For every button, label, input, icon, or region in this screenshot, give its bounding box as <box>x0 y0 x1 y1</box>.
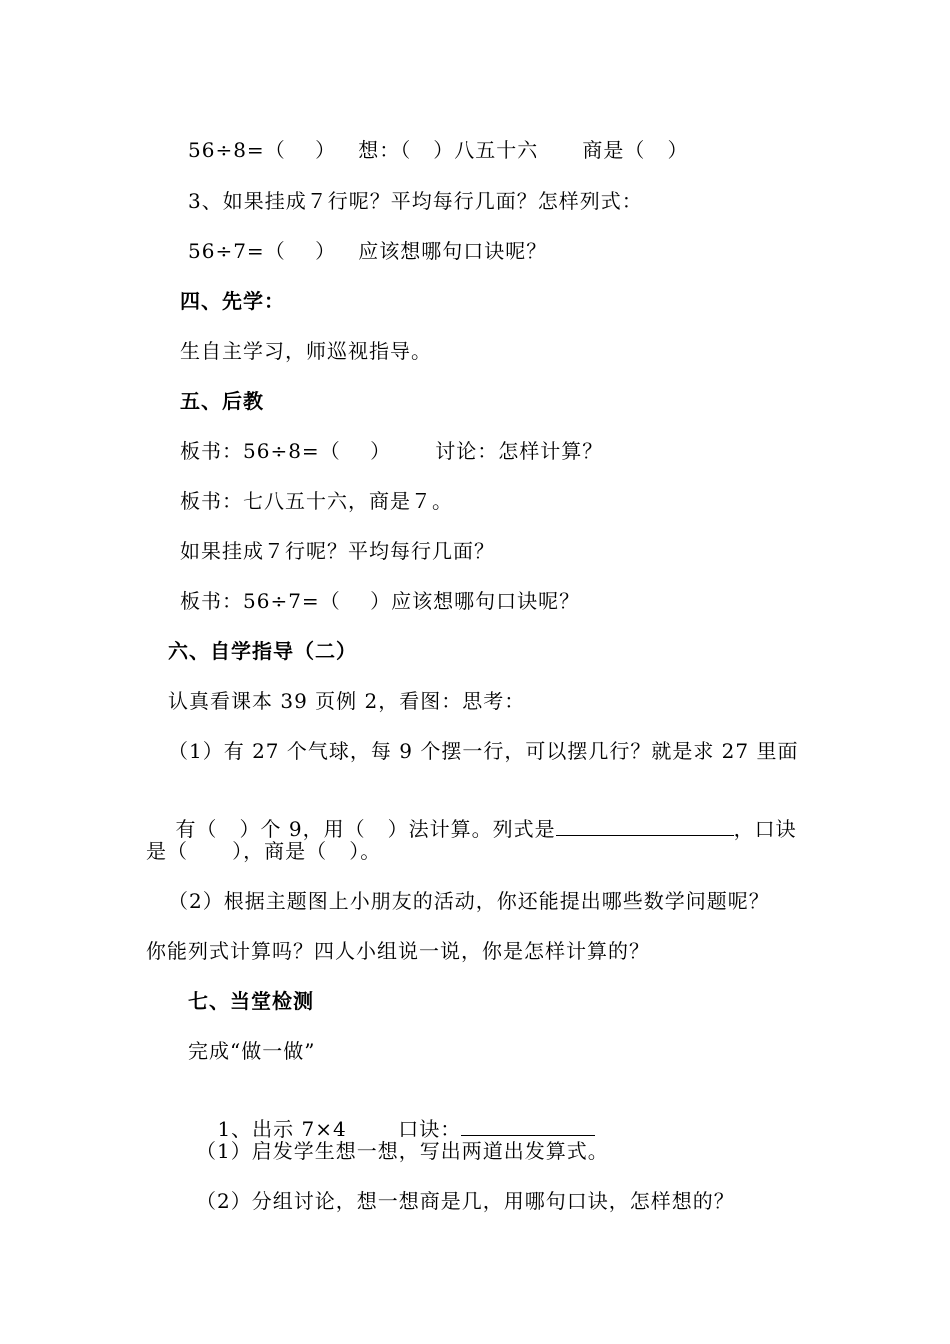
text-line: 56÷8=（ ） 想：（ ）八五十六 商是（ ） <box>188 138 689 162</box>
section-heading: 六、自学指导（二） <box>168 639 357 663</box>
text-segment: ，口诀 <box>733 817 797 841</box>
text-line: 你能列式计算吗？四人小组说一说，你是怎样计算的？ <box>146 939 650 963</box>
text-line: 56÷7=（ ） 应该想哪句口诀呢？ <box>188 239 548 263</box>
text-line <box>146 787 797 841</box>
section-heading: 七、当堂检测 <box>188 989 314 1013</box>
text-line: 板书：56÷8=（ ） 讨论：怎样计算？ <box>180 439 604 463</box>
section-heading: 四、先学： <box>180 289 285 313</box>
text-line: 生自主学习，师巡视指导。 <box>180 339 432 363</box>
text-line: （1）启发学生想一想，写出两道出发算式。 <box>196 1139 609 1163</box>
text-line: 板书：56÷7=（ ）应该想哪句口诀呢？ <box>180 589 581 613</box>
text-line: 认真看课本 39 页例 2，看图：思考： <box>168 689 526 713</box>
text-line: （2）根据主题图上小朋友的活动，你还能提出哪些数学问题呢？ <box>168 889 770 913</box>
text-line: （1）有 27 个气球，每 9 个摆一行，可以摆几行？就是求 27 里面 <box>168 739 799 763</box>
text-line: （2）分组讨论，想一想商是几，用哪句口诀，怎样想的？ <box>196 1189 735 1213</box>
text-line: 完成“做一做” <box>188 1039 316 1063</box>
text-line <box>188 1087 595 1141</box>
text-line: 如果挂成７行呢？平均每行几面？ <box>180 539 495 563</box>
fill-in-blank[interactable] <box>556 815 734 836</box>
text-line: 是（ ），商是（ ）。 <box>146 839 382 863</box>
text-line: 3、如果挂成７行呢？平均每行几面？怎样列式： <box>188 189 643 213</box>
text-segment: 1、出示 7×4 口诀： <box>217 1117 462 1141</box>
text-segment: 有（ ）个 9，用（ ）法计算。列式是 <box>175 817 556 841</box>
text-line: 板书：七八五十六，商是７。 <box>180 489 453 513</box>
section-heading: 五、后教 <box>180 389 264 413</box>
fill-in-blank[interactable] <box>461 1115 595 1136</box>
